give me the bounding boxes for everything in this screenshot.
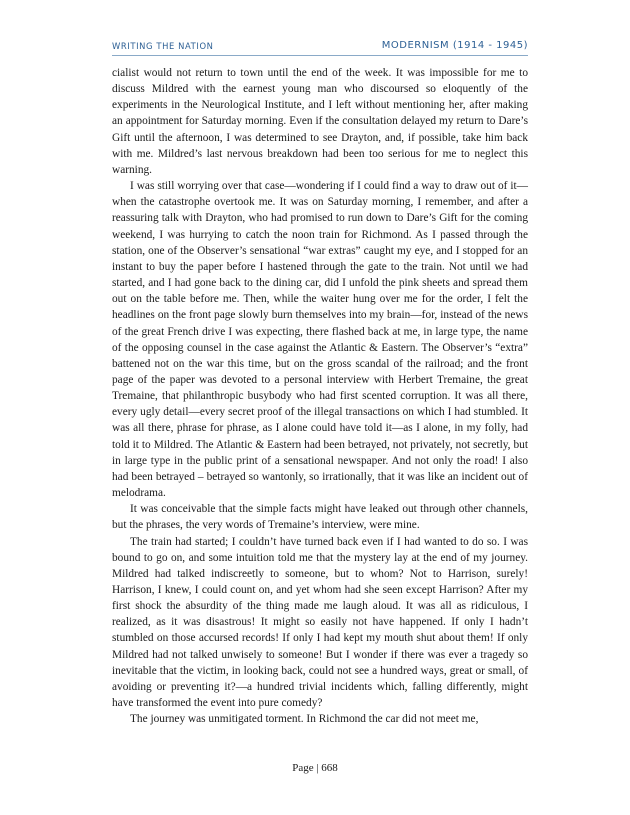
header-period-title: MODERNISM (1914 - 1945) bbox=[381, 40, 528, 51]
paragraph: I was still worrying over that case—wondering if I could find a way to draw out of it—when the catastrophe overtook me. It was on Saturday morning, I remember, and after a reassuring talk with Drayton, who had promised to run down to Dare’s Gift for the coming weekend, I was hurrying to catch the noon train for Richmond. As I passed through the station, one of the Observer’s sensational “war extras” caught my eye, and I stopped for an instant to buy the paper before I hastened through the gate to the train. Not until we had started, and I had gone back to the dining car, did I unfold the pink sheets and spread them out on the table before me. Then, while the waiter hung over me for the order, I felt the headlines on the front page slowly burn themselves into my brain—for, instead of the news of the great French drive I was expecting, there flashed back at me, in large type, the name of the opposing counsel in the case against the Atlantic & Eastern. The Observer’s “extra” battened not on the war this time, but on the gross scandal of the railroad; and the front page of the paper was devoted to a personal interview with Herbert Tremaine, the great Tremaine, that philanthropic busybody who had first scented corruption. It was all there, every ugly detail—every secret proof of the illegal transactions on which I had stumbled. It was all there, phrase for phrase, as I alone could have told it—as I alone, in my folly, had told it to Mildred. The Atlantic & Eastern had been betrayed, not privately, not secretly, but in large type in the public print of a sensational newspaper. And not only the road! I also had been betrayed – betrayed so wantonly, so irrationally, that it was like an incident out of melodrama. bbox=[112, 180, 528, 500]
paragraph: It was conceivable that the simple facts might have leaked out through other channels, but the phrases, the very words of Tremaine’s interview, were mine. bbox=[112, 503, 528, 532]
running-header bbox=[112, 40, 528, 56]
page-number: Page | 668 bbox=[292, 762, 338, 774]
paragraph: cialist would not return to town until the end of the week. It was impossible for me to discuss Mildred with the earnest young man who discoursed so eloquently of the experiments in the Neurological Institute, and I left without mentioning her, after making an appointment for Saturday morning. Even if the consultation delayed my return to Dare’s Gift until the afternoon, I was determined to see Drayton, and, if possible, take him back with me. Mildred’s last nervous breakdown had been too serious for me to neglect this warning. bbox=[112, 67, 528, 176]
header-section-title: WRITING THE NATION bbox=[112, 41, 214, 51]
paragraph: The train had started; I couldn’t have turned back even if I had wanted to do so. I was bound to go on, and some intuition told me that the mystery lay at the end of my journey. Mildred had talked indiscreetly to someone, but to whom? Not to Harrison, surely! Harrison, I knew, I could count on, and yet whom had she seen except Harrison? After my first shock the absurdity of the thing made me laugh aloud. It was all as ridiculous, I realized, as it was disastrous! It might so easily not have happened. If only I hadn’t stumbled on those accursed records! If only I had kept my mouth shut about them! If only Mildred had not talked unwisely to someone! But I wonder if there was ever a tragedy so inevitable that the victim, in looking back, could not see a hundred ways, great or small, of avoiding or preventing it?—a hundred trivial incidents which, falling differently, might have transformed the event into pure comedy? bbox=[112, 535, 528, 710]
page-body bbox=[112, 65, 528, 727]
paragraph: The journey was unmitigated torment. In Richmond the car did not meet me, bbox=[130, 713, 479, 726]
